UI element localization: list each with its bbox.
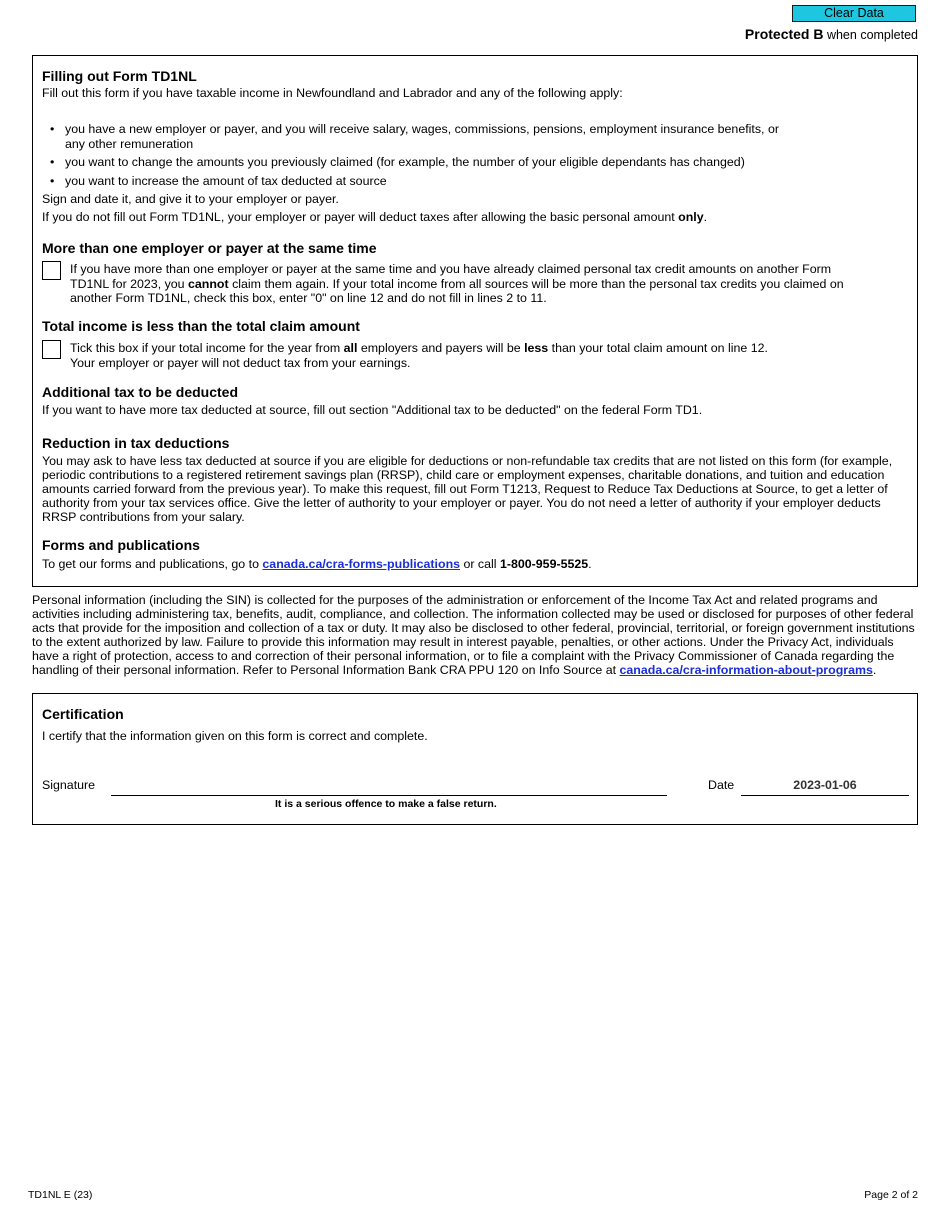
list-item: • you want to increase the amount of tax deducted at source <box>42 174 787 189</box>
signature-field[interactable] <box>111 795 667 796</box>
page-number: Page 2 of 2 <box>864 1189 918 1201</box>
offence-note: It is a serious offence to make a false return. <box>275 798 497 810</box>
certification-title: Certification <box>42 706 124 722</box>
forms-publications-link[interactable]: canada.ca/cra-forms-publications <box>262 557 461 571</box>
clear-data-button[interactable]: Clear Data <box>792 5 916 22</box>
more-than-one-title: More than one employer or payer at the same time <box>42 240 377 256</box>
more-than-one-checkbox[interactable] <box>42 261 61 280</box>
date-underline <box>741 795 909 796</box>
total-income-title: Total income is less than the total claim amount <box>42 318 360 334</box>
forms-publications-text: To get our forms and publications, go to canada.ca/cra-forms-publications or call 1-800-959-5525. <box>42 557 592 571</box>
sign-instruction: Sign and date it, and give it to your employer or payer. <box>42 192 339 206</box>
basic-amount-note: If you do not fill out Form TD1NL, your employer or payer will deduct taxes after allowing the basic personal amount only. <box>42 210 708 224</box>
filling-out-title: Filling out Form TD1NL <box>42 68 197 84</box>
instructions-section <box>32 55 918 587</box>
additional-tax-text: If you want to have more tax deducted at source, fill out section "Additional tax to be deducted" on the federal Form TD1. <box>42 403 703 417</box>
signature-label: Signature <box>42 778 96 792</box>
forms-publications-title: Forms and publications <box>42 537 200 553</box>
list-item: • you want to change the amounts you previously claimed (for example, the number of your eligible dependants has changed) <box>42 155 787 170</box>
info-about-programs-link[interactable]: canada.ca/cra-information-about-programs <box>619 662 873 677</box>
filling-intro: Fill out this form if you have taxable income in Newfoundland and Labrador and any of the following apply: <box>42 86 623 100</box>
protected-b-label: Protected B when completed <box>744 26 918 42</box>
reduction-title: Reduction in tax deductions <box>42 435 230 451</box>
reduction-text: You may ask to have less tax deducted at source if you are eligible for deductions or non-refundable tax credits that are not listed on this form (for example, periodic contributions to a registered retirement savings plan (RRSP), child care or employment expenses, charitable donations, and tuition and education amounts carried forward from the previous year). To make this request, fill out Form T1213, Request to Reduce Tax Deductions at Source, to get a letter of authority from your tax services office. Give the letter of authority to your employer or payer. You do not need a letter of authority if your employer deducts RRSP contributions from your salary. <box>42 454 893 524</box>
more-than-one-text: If you have more than one employer or payer at the same time and you have already claimed personal tax credit amounts on another Form TD1NL for 2023, you cannot claim them again. If your total income from all sources will be more than the personal tax credits you claimed on another Form TD1NL, check this box, enter "0" on line 12 and do not fill in lines 2 to 11. <box>70 262 844 305</box>
date-field[interactable]: 2023-01-06 <box>793 778 857 792</box>
list-item: • you have a new employer or payer, and you will receive salary, wages, commissions, pensions, employment insurance benefits, or any other remuneration <box>42 122 787 151</box>
certification-text: I certify that the information given on this form is correct and complete. <box>42 729 428 743</box>
conditions-list <box>42 122 787 192</box>
additional-tax-title: Additional tax to be deducted <box>42 384 239 400</box>
phone-number: 1-800-959-5525 <box>499 557 589 571</box>
total-income-checkbox[interactable] <box>42 340 61 359</box>
form-identifier: TD1NL E (23) <box>28 1189 93 1201</box>
privacy-notice: Personal information (including the SIN) is collected for the purposes of the administration or enforcement of the Income Tax Act and related programs and activities including administering tax, benefits, audit, compliance, and collection. The information collected may be used or disclosed for purposes of other federal acts that provide for the imposition and collection of a tax or duty. It may also be disclosed to other federal, provincial, territorial, or foreign government institutions to the extent authorized by law. Failure to provide this information may result in interest payable, penalties, or other actions. Under the Privacy Act, individuals have a right of protection, access to and correction of their personal information, or to file a complaint with the Privacy Commissioner of Canada regarding the handling of their personal information. Refer to Personal Information Bank CRA PPU 120 on Info Source at canada.ca/cra-information-about-programs. <box>32 593 915 677</box>
certification-section <box>32 693 918 825</box>
date-label: Date <box>708 778 735 792</box>
total-income-text: Tick this box if your total income for the year from all employers and payers will be less than your total claim amount on line 12. Your employer or payer will not deduct tax from your earnings. <box>70 341 768 370</box>
